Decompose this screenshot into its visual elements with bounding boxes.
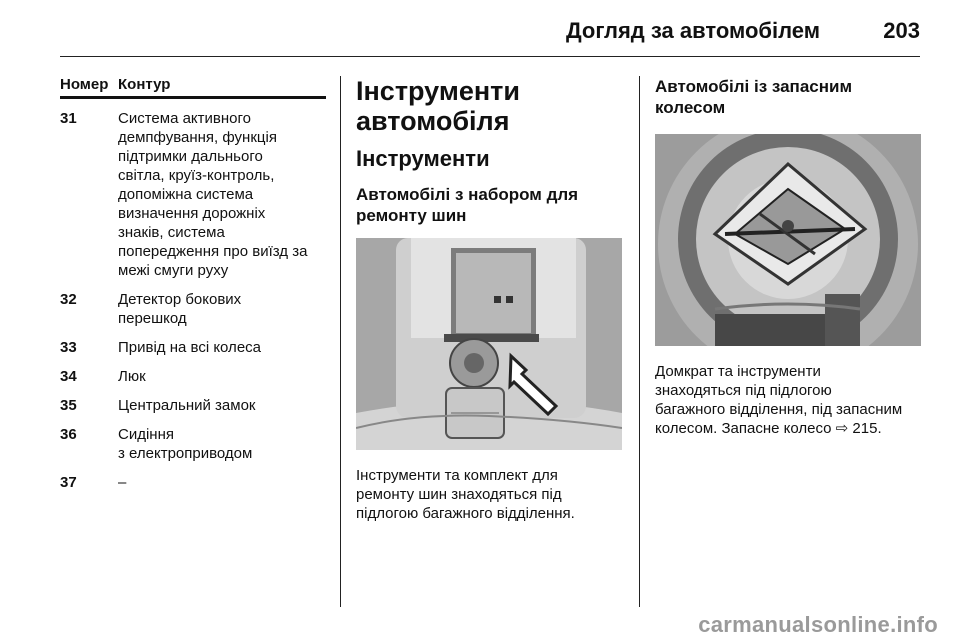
table-row [60, 338, 326, 357]
subsection-title: Автомобілі з набором для ремонту шин [356, 185, 579, 225]
row-number: 36 [60, 426, 77, 443]
table-row [60, 367, 326, 386]
spare-wheel-photo [655, 134, 921, 346]
table-row [60, 290, 326, 328]
column-header-number: Номер [60, 76, 109, 93]
subsection-title: Автомобілі із запасним колесом [655, 77, 853, 117]
row-text: Сидіння з електроприводом [118, 426, 253, 462]
tools-caption: Інструменти та комплект для ремонту шин знаходяться під підлогою багажного відділення. [356, 467, 575, 522]
column-header-contour: Контур [118, 76, 171, 93]
page-reference[interactable]: 215. [848, 420, 882, 437]
section-title: Інструменти автомобіля [356, 76, 520, 136]
contour-table [60, 76, 326, 492]
page-header [60, 10, 920, 57]
row-text: Детектор бокових перешкод [118, 291, 242, 327]
tire-repair-kit-photo [356, 238, 622, 450]
row-text: Люк [118, 368, 146, 385]
column-divider [340, 76, 341, 607]
row-number: 37 [60, 474, 77, 491]
column-divider [639, 76, 640, 607]
spare-wheel-section [655, 76, 921, 438]
row-text: Центральний замок [118, 397, 256, 414]
row-number: 34 [60, 368, 77, 385]
row-number: 33 [60, 339, 77, 356]
table-row [60, 425, 326, 463]
table-row [60, 109, 326, 280]
section-subtitle: Інструменти [356, 146, 490, 171]
header-title: Догляд за автомобілем [565, 18, 820, 43]
watermark: carmanualsonline.info [698, 612, 938, 637]
spare-wheel-caption-text: Домкрат та інструменти знаходяться під підлогою багажного відділення, під запасним колесом. Запасне колесо [655, 363, 903, 437]
tools-section [356, 76, 622, 523]
row-number: 35 [60, 397, 77, 414]
row-number: 31 [60, 110, 77, 127]
row-text: Привід на всі колеса [118, 339, 261, 356]
page-reference-icon[interactable]: ⇨ [835, 420, 849, 437]
page-number: 203 [883, 18, 920, 43]
table-row [60, 396, 326, 415]
row-text: – [118, 474, 127, 491]
spare-wheel-caption [655, 362, 921, 438]
table-row [60, 473, 326, 492]
row-text: Система активного демпфування, функція підтримки дальнього світла, круїз-контроль, допоміжна система визначення дорожніх знаків, система попередження про виїзд за межі смуги руху [118, 110, 308, 279]
row-number: 32 [60, 291, 77, 308]
table-header [60, 76, 326, 99]
